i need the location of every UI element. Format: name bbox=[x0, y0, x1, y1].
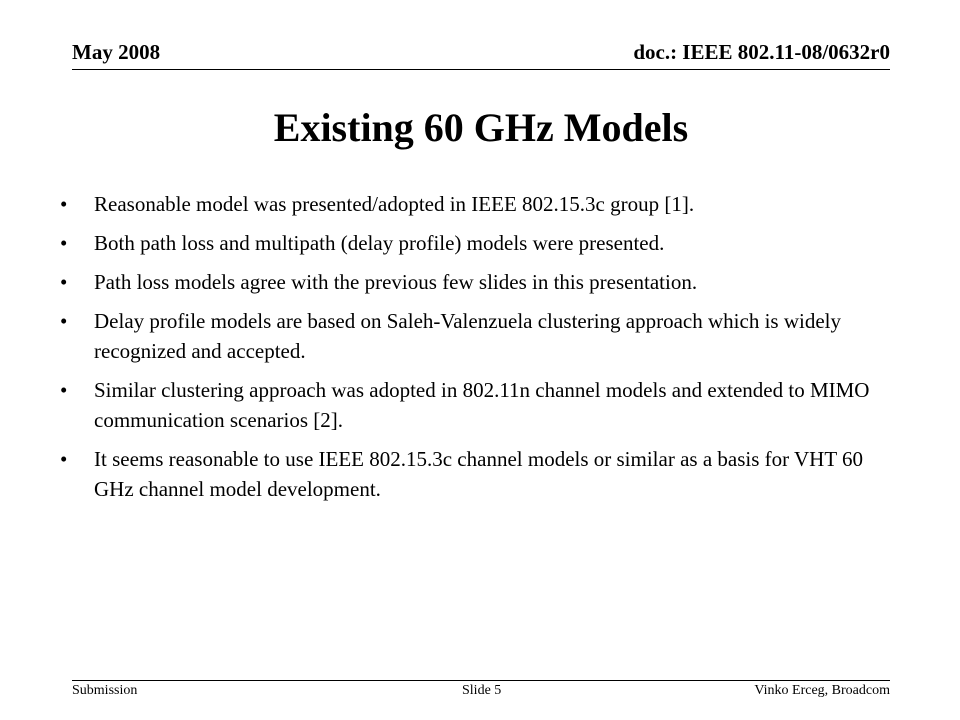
bullet-item bbox=[60, 228, 890, 258]
bullet-dot-icon: • bbox=[60, 309, 68, 333]
header-divider bbox=[72, 69, 890, 70]
header-doc-id: doc.: IEEE 802.11-08/0632r0 bbox=[633, 40, 890, 64]
slide-header bbox=[72, 40, 890, 70]
bullet-dot-icon: • bbox=[60, 192, 68, 216]
bullet-text: Delay profile models are based on Saleh-Valenzuela clustering approach which is widely recognized and accepted. bbox=[94, 309, 841, 363]
bullet-text: Both path loss and multipath (delay profile) models were presented. bbox=[94, 231, 665, 255]
header-date: May 2008 bbox=[72, 40, 161, 64]
bullet-dot-icon: • bbox=[60, 378, 68, 402]
bullet-dot-icon: • bbox=[60, 270, 68, 294]
bullet-item bbox=[60, 444, 890, 504]
bullet-text: Path loss models agree with the previous few slides in this presentation. bbox=[94, 270, 698, 294]
bullet-item bbox=[60, 189, 890, 219]
footer-submission: Submission bbox=[72, 683, 138, 698]
bullet-text: Reasonable model was presented/adopted in IEEE 802.15.3c group [1]. bbox=[94, 192, 695, 216]
bullet-item bbox=[60, 306, 890, 366]
footer-slide-number: Slide 5 bbox=[462, 683, 502, 698]
footer-author: Vinko Erceg, Broadcom bbox=[754, 683, 890, 698]
bullet-text: Similar clustering approach was adopted in 802.11n channel models and extended to MIMO communication scenarios [2]. bbox=[94, 378, 870, 432]
footer-divider bbox=[72, 680, 890, 681]
bullet-item bbox=[60, 267, 890, 297]
bullet-item bbox=[60, 375, 890, 435]
slide-title: Existing 60 GHz Models bbox=[273, 105, 689, 150]
bullet-list bbox=[60, 189, 890, 513]
bullet-dot-icon: • bbox=[60, 231, 68, 255]
bullet-dot-icon: • bbox=[60, 447, 68, 471]
bullet-text: It seems reasonable to use IEEE 802.15.3c channel models or similar as a basis for VHT 60 GHz channel model development. bbox=[94, 447, 864, 501]
